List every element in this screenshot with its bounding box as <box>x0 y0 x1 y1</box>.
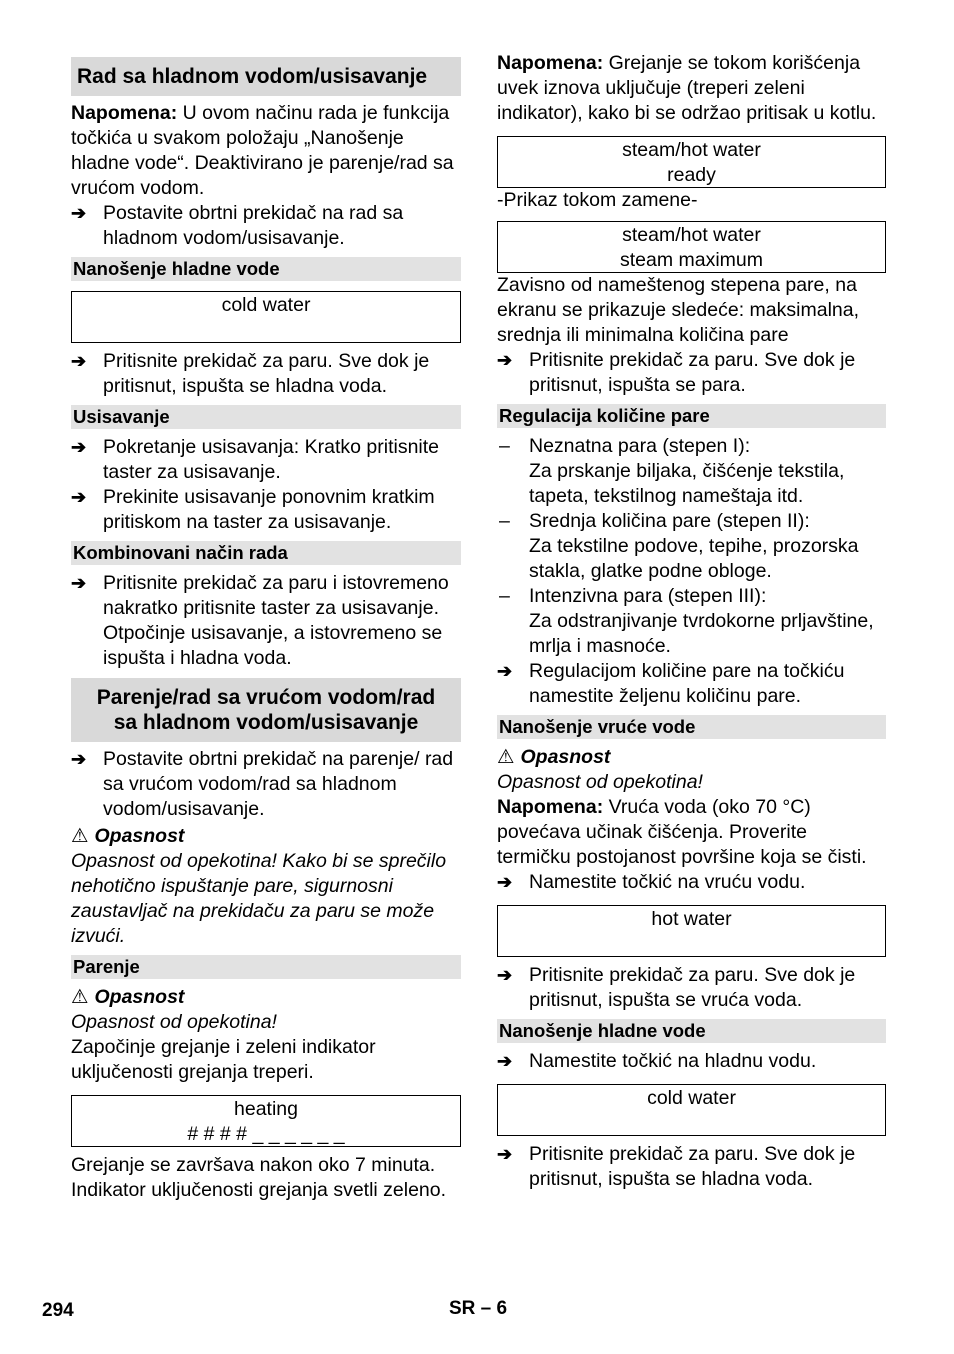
instruction-step <box>497 348 886 398</box>
step-text: Namestite točkić na hladnu vodu. <box>529 1050 817 1072</box>
instruction-step <box>71 349 461 399</box>
list-item-title: Intenzivna para (stepen III): <box>529 585 767 607</box>
arrow-right-icon: ➔ <box>497 350 513 370</box>
note-paragraph <box>497 795 886 870</box>
right-column <box>497 51 886 1192</box>
instruction-step <box>71 435 461 485</box>
instruction-step <box>497 870 886 895</box>
list-item-title: Srednja količina pare (stepen II): <box>529 510 810 532</box>
display-progress-text: # # # # _ _ _ _ _ _ <box>187 1123 345 1145</box>
step-text: Postavite obrtni prekidač na parenje/ rad sa vrućom vodom/rad sa hladnom vodom/usisavanje. <box>103 748 454 820</box>
dash-marker: – <box>499 510 510 532</box>
step-text: Pritisnite prekidač za paru. Sve dok je pritisnut, ispušta se para. <box>529 349 856 396</box>
subsection-title-steam-regulation: Regulacija količine pare <box>497 404 886 428</box>
subsection-title-cold-water: Nanošenje hladne vode <box>497 1019 886 1043</box>
warning-triangle-icon: ⚠ <box>71 986 89 1008</box>
section-title-line: sa hladnom vodom/usisavanje <box>113 711 419 734</box>
arrow-right-icon: ➔ <box>71 749 87 769</box>
arrow-right-icon: ➔ <box>497 872 513 892</box>
subsection-title-vacuum: Usisavanje <box>71 405 461 429</box>
display-text: steam/hot water <box>622 139 761 161</box>
warning-text: Opasnost od opekotina! Kako bi se sprečilo nehotično ispuštanje pare, sigurnosni zaustavljač na prekidaču za paru se može izvući. <box>71 850 447 947</box>
arrow-right-icon: ➔ <box>497 661 513 681</box>
display-box-ready <box>497 136 886 188</box>
body-text: Grejanje se završava nakon oko 7 minuta. Indikator uključenosti grejanja svetli zeleno. <box>71 1154 447 1201</box>
subsection-title-hot-water: Nanošenje vruće vode <box>497 715 886 739</box>
step-text: Postavite obrtni prekidač na rad sa hladnom vodom/usisavanje. <box>103 202 404 249</box>
arrow-right-icon: ➔ <box>71 351 87 371</box>
list-item-text: Za odstranjivanje tvrdokorne prljavštine, mrlja i masnoće. <box>529 610 874 657</box>
arrow-right-icon: ➔ <box>71 573 87 593</box>
alt-display-caption: -Prikaz tokom zamene- <box>497 189 698 211</box>
step-text: Pritisnite prekidač za paru i istovremeno nakratko pritisnite taster za usisavanje. Otpočinje usisavanje, a istovremeno se ispušta i hladna voda. <box>103 572 449 669</box>
step-text: Regulacijom količine pare na točkiću namestite željenu količinu pare. <box>529 660 845 707</box>
warning-triangle-icon: ⚠ <box>71 825 89 847</box>
instruction-step <box>497 1049 886 1074</box>
language-page-label: SR – 6 <box>449 1298 508 1319</box>
instruction-step <box>497 659 886 709</box>
left-column <box>71 57 461 1203</box>
note-label: Napomena: <box>71 102 178 124</box>
subsection-title-combined-mode: Kombinovani način rada <box>71 541 461 565</box>
page-number: 294 <box>42 1300 74 1321</box>
arrow-right-icon: ➔ <box>497 1051 513 1071</box>
display-text: steam/hot water <box>622 224 761 246</box>
display-text: steam maximum <box>619 249 764 271</box>
instruction-step <box>71 485 461 535</box>
warning-label: Opasnost <box>94 986 185 1008</box>
list-item-text: Za tekstilne podove, tepihe, prozorska stakla, glatke podne obloge. <box>529 535 859 582</box>
instruction-step <box>71 747 461 822</box>
warning-text: Opasnost od opekotina! <box>71 1011 277 1033</box>
list-item <box>497 434 886 509</box>
list-item-text: Za prskanje biljaka, čišćenje tekstila, tapeta, tekstilnog nameštaja itd. <box>529 460 845 507</box>
step-text: Pritisnite prekidač za paru. Sve dok je pritisnut, ispušta se hladna voda. <box>529 1143 856 1190</box>
subsection-title-steaming: Parenje <box>71 955 461 979</box>
subsection-title-cold-water: Nanošenje hladne vode <box>71 257 461 281</box>
arrow-right-icon: ➔ <box>71 203 87 223</box>
note-text: U ovom načinu rada je funkcija točkića u svakom položaju „Nanošenje hladne vode“. Deaktivirano je parenje/rad sa vrućom vodom. <box>71 102 454 199</box>
warning-label: Opasnost <box>520 746 611 768</box>
section-title-line: Parenje/rad sa vrućom vodom/rad <box>96 686 436 709</box>
step-text: Pokretanje usisavanja: Kratko pritisnite taster za usisavanje. <box>103 436 440 483</box>
instruction-step <box>497 1142 886 1192</box>
display-box-heating <box>71 1095 461 1147</box>
note-paragraph <box>71 101 461 201</box>
arrow-right-icon: ➔ <box>497 965 513 985</box>
display-text: ready <box>667 164 716 186</box>
body-text: Zavisno od nameštenog stepena pare, na ekranu se prikazuje sledeće: maksimalna, srednja ili minimalna količina pare <box>497 274 860 346</box>
display-text: heating <box>234 1098 298 1120</box>
display-box-hot-water <box>497 905 886 957</box>
step-text: Pritisnite prekidač za paru. Sve dok je pritisnut, ispušta se hladna voda. <box>103 350 430 397</box>
instruction-step <box>497 963 886 1013</box>
warning-triangle-icon: ⚠ <box>497 746 515 768</box>
step-text: Pritisnite prekidač za paru. Sve dok je pritisnut, ispušta se vruća voda. <box>529 964 856 1011</box>
display-box-steam-maximum <box>497 221 886 273</box>
section-title-steam-hot-water <box>71 678 461 742</box>
arrow-right-icon: ➔ <box>71 437 87 457</box>
list-item <box>497 509 886 584</box>
warning-heading <box>71 985 461 1010</box>
display-text: cold water <box>647 1087 736 1109</box>
note-text: Grejanje se tokom korišćenja uvek iznova uključuje (treperi zeleni indikator), kako bi se održao pritisak u kotlu. <box>497 52 877 124</box>
display-box-cold-water <box>71 291 461 343</box>
warning-label: Opasnost <box>94 825 185 847</box>
note-paragraph <box>497 51 886 126</box>
display-text: hot water <box>651 908 732 930</box>
step-text: Namestite točkić na vruću vodu. <box>529 871 806 893</box>
arrow-right-icon: ➔ <box>71 487 87 507</box>
dash-marker: – <box>499 585 510 607</box>
note-text: Vruća voda (oko 70 °C) povećava učinak čišćenja. Proverite termičku postojanost površine koja se čisti. <box>497 796 867 868</box>
step-text: Prekinite usisavanje ponovnim kratkim pritiskom na taster za usisavanje. <box>103 486 435 533</box>
note-label: Napomena: <box>497 52 604 74</box>
list-item <box>497 584 886 659</box>
list-item-title: Neznatna para (stepen I): <box>529 435 751 457</box>
section-title-cold-water-vacuum: Rad sa hladnom vodom/usisavanje <box>71 57 461 96</box>
note-label: Napomena: <box>497 796 604 818</box>
display-text: cold water <box>221 294 311 316</box>
warning-heading <box>497 745 886 770</box>
display-box-cold-water <box>497 1084 886 1136</box>
arrow-right-icon: ➔ <box>497 1144 513 1164</box>
instruction-step <box>71 571 461 671</box>
instruction-step <box>71 201 461 251</box>
warning-text: Opasnost od opekotina! <box>497 771 703 793</box>
warning-heading <box>71 824 461 849</box>
body-text: Započinje grejanje i zeleni indikator uključenosti grejanja treperi. <box>71 1036 376 1083</box>
dash-marker: – <box>499 435 510 457</box>
